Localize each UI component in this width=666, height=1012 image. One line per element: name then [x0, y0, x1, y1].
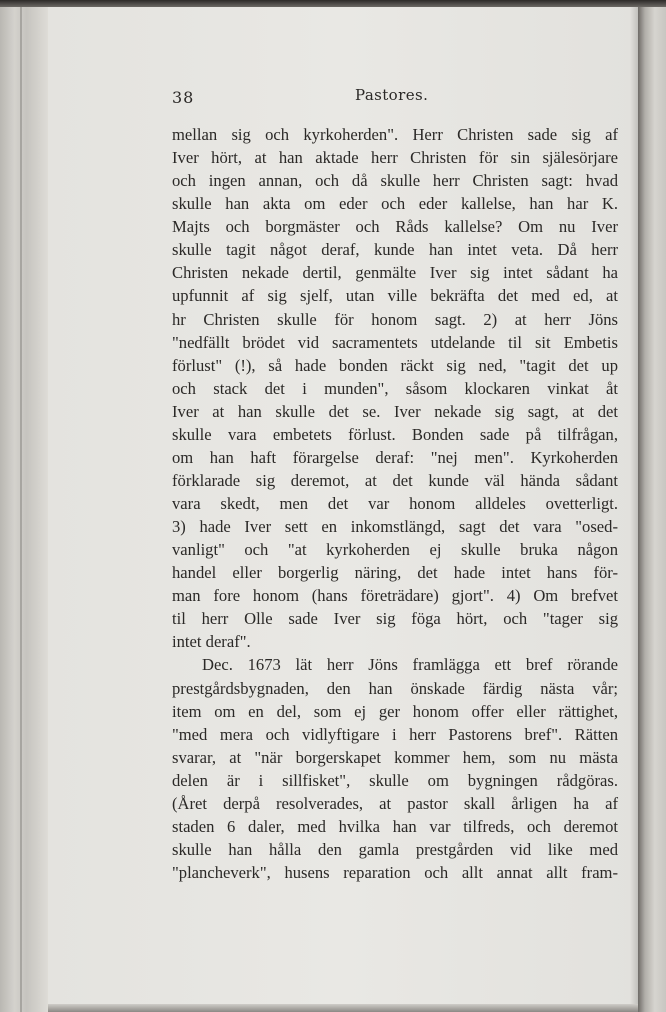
- text-line: (Året derpå resolverades, at pastor skall årligen ha af: [172, 793, 618, 813]
- text-line: förklarade sig deremot, at det kunde väl hända sådant: [172, 470, 618, 490]
- text-line: delen är i sillfisket", skulle om bygningen rådgöras.: [172, 770, 618, 790]
- text-line: 3) hade Iver sett en inkomstlängd, sagt det vara "osed-: [172, 517, 618, 537]
- text-line: upfunnit af sig sjelf, utan ville bekräfta det med ed, at: [172, 286, 618, 306]
- running-head: [172, 86, 622, 110]
- text-line: och stack det i munden", såsom klockaren vinkat åt: [172, 378, 618, 398]
- text-line: vanligt" och "at kyrkoherden ej skulle bruka någon: [172, 540, 618, 560]
- text-line: man fore honom (hans företrädare) gjort". 4) Om brefvet: [172, 586, 618, 606]
- text-line: "plancheverk", husens reparation och allt annat allt fram-: [172, 863, 618, 882]
- text-line: och ingen annan, och då skulle herr Christen sagt: hvad: [172, 171, 618, 191]
- text-line: til herr Olle sade Iver sig föga hört, och "tager sig: [172, 609, 618, 629]
- page-bottom-edge: [48, 1004, 638, 1012]
- text-line: Majts och borgmäster och Råds kallelse? Om nu Iver: [172, 217, 618, 237]
- text-line: prestgårdsbygnaden, den han önskade färdig nästa vår;: [172, 678, 618, 698]
- text-line: Iver at han skulle det se. Iver nekade sig sagt, at det: [172, 401, 618, 421]
- text-line: skulle han hålla den gamla prestgården vid like med: [172, 839, 618, 859]
- text-line: item om en del, som ej ger honom offer eller rättighet,: [172, 701, 618, 721]
- text-line: intet deraf".: [172, 632, 251, 652]
- text-line: hr Christen skulle för honom sagt. 2) at herr Jöns: [172, 309, 618, 329]
- text-line: "nedfällt brödet vid sacramentets utdelande til sit Embetis: [172, 332, 618, 352]
- text-line: Iver hört, at han aktade herr Christen för sin själesörjare: [172, 148, 618, 168]
- text-line: skulle vara embetets förlust. Bonden sade på tilfrågan,: [172, 424, 618, 444]
- text-line: skulle han akta om eder och eder kallelse, han har K.: [172, 194, 618, 214]
- text-line: vara skedt, men det var honom alldeles ovetterligt.: [172, 494, 618, 513]
- book-binding: [0, 7, 48, 1012]
- text-line: svarar, at "när borgerskapet kommer hem, som nu mästa: [172, 747, 618, 767]
- text-line: Dec. 1673 lät herr Jöns framlägga ett bref rörande: [202, 655, 618, 675]
- scan-top-edge: [0, 0, 666, 7]
- text-line: skulle tagit något deraf, kunde han intet veta. Då herr: [172, 240, 618, 260]
- text-line: mellan sig och kyrkoherden". Herr Christen sade sig af: [172, 125, 618, 144]
- text-line: "med mera och vidlyftigare i herr Pastorens bref". Rätten: [172, 724, 618, 744]
- text-line: om han haft förargelse deraf: "nej men". Kyrkoherden: [172, 447, 618, 467]
- text-line: staden 6 daler, med hvilka han var tilfreds, och deremot: [172, 816, 618, 836]
- text-line: förlust" (!), så hade bonden räckt sig ned, "tagit det up: [172, 355, 618, 375]
- body-text: [172, 123, 618, 884]
- running-title: Pastores.: [355, 86, 429, 104]
- text-line: handel eller borgerlig näring, det hade intet hans för-: [172, 563, 618, 583]
- page-number: 38: [172, 88, 195, 107]
- next-page-edge: [638, 7, 666, 1012]
- text-line: Christen nekade dertil, genmälte Iver sig intet sådant ha: [172, 263, 618, 283]
